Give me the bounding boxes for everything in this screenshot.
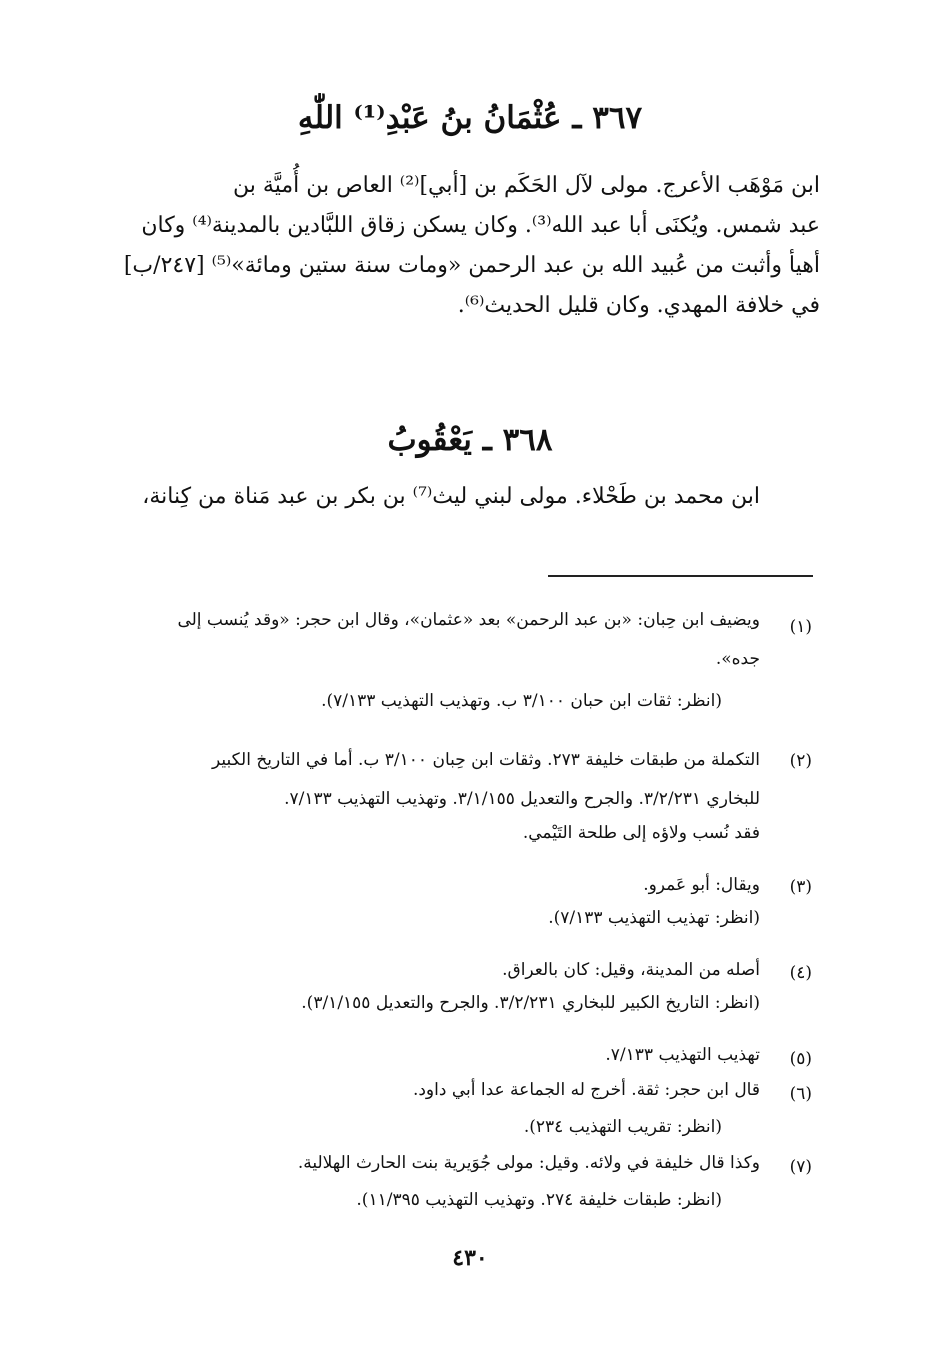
footnote-line: التكملة من طبقات خليفة ٢٧٣. وثقات ابن حِبان ٣/١٠٠ ب. أما في التاريخ الكبير	[212, 750, 760, 770]
footnote-number: (٢)	[789, 751, 812, 771]
footnote-line: للبخاري ٣/٢/٢٣١. والجرح والتعديل ٣/١/١٥٥. وتهذيب التهذيب ٧/١٣٣.	[284, 789, 760, 809]
footnote-number: (٤)	[789, 963, 812, 983]
footnote-line: (انظر: ثقات ابن حبان ٣/١٠٠ ب. وتهذيب التهذيب ٧/١٣٣).	[321, 691, 722, 711]
footnote-separator	[548, 575, 813, 577]
footnote-line: وكذا قال خليفة في ولائه. وقيل: مولى جُوَيرية بنت الحارث الهلالية.	[297, 1153, 760, 1173]
entry-body	[142, 477, 760, 517]
footnote-number: (٧)	[789, 1157, 812, 1177]
footnote-line: (انظر: تهذيب التهذيب ٧/١٣٣).	[548, 908, 760, 928]
footnote-line: جده».	[715, 649, 760, 669]
entry-heading: ٣٦٧ ـ عُثْمَانُ بنُ عَبْدِ⁽¹⁾ اللّٰهِ	[297, 100, 643, 136]
entry-line: ابن مَوْهَب الأعرج. مولى لآل الحَكَم بن [أبي]⁽²⁾ العاص بن أُميَّة بن	[233, 173, 820, 198]
footnote-line: (انظر: التاريخ الكبير للبخاري ٣/٢/٢٣١. والجرح والتعديل ٣/١/١٥٥).	[301, 993, 760, 1013]
entry-line: في خلافة المهدي. وكان قليل الحديث⁽⁶⁾.	[457, 293, 820, 318]
footnote-line: تهذيب التهذيب ٧/١٣٣.	[605, 1045, 760, 1065]
footnote-line: ويضيف ابن حِبان: «بن عبد الرحمن» بعد «عثمان»، وقال ابن حجر: «وقد يُنسب إلى	[177, 610, 760, 630]
footnote-line: أصله من المدينة، وقيل: كان بالعراق.	[502, 960, 760, 980]
entry-line: عبد شمس. ويُكنَى أبا عبد الله⁽³⁾. وكان يسكن زقاق اللبَّادين بالمدينة⁽⁴⁾ وكان	[141, 213, 820, 238]
footnote-line: (انظر: طبقات خليفة ٢٧٤. وتهذيب التهذيب ١١/٣٩٥).	[356, 1190, 722, 1210]
footnote-line: ويقال: أبو عَمرو.	[643, 875, 760, 895]
page-number: ٤٣٠	[452, 1245, 488, 1271]
entry-body	[110, 166, 820, 326]
footnote-number: (٦)	[789, 1084, 812, 1104]
footnote-number: (٥)	[789, 1049, 812, 1069]
footnote-number: (١)	[789, 617, 812, 637]
entry-line: ابن محمد بن طَحْلاء. مولى لبني ليث⁽⁷⁾ بن بكر بن عبد مَناة من كِنانة،	[142, 484, 760, 509]
footnote-line: (انظر: تقريب التهذيب ٢٣٤).	[523, 1117, 722, 1137]
entry-heading: ٣٦٨ ـ يَعْقُوبُ	[387, 422, 553, 458]
entry-line: أهيأ وأثبت من عُبيد الله بن عبد الرحمن «ومات سنة ستين ومائة»⁽⁵⁾ [٢٤٧/ب]	[123, 253, 820, 278]
footnote-line: فقد نُسب ولاؤه إلى طلحة التَيْمي.	[522, 823, 760, 843]
footnote-number: (٣)	[789, 877, 812, 897]
footnote-line: قال ابن حجر: ثقة. أخرج له الجماعة عدا أبي داود.	[412, 1080, 760, 1100]
